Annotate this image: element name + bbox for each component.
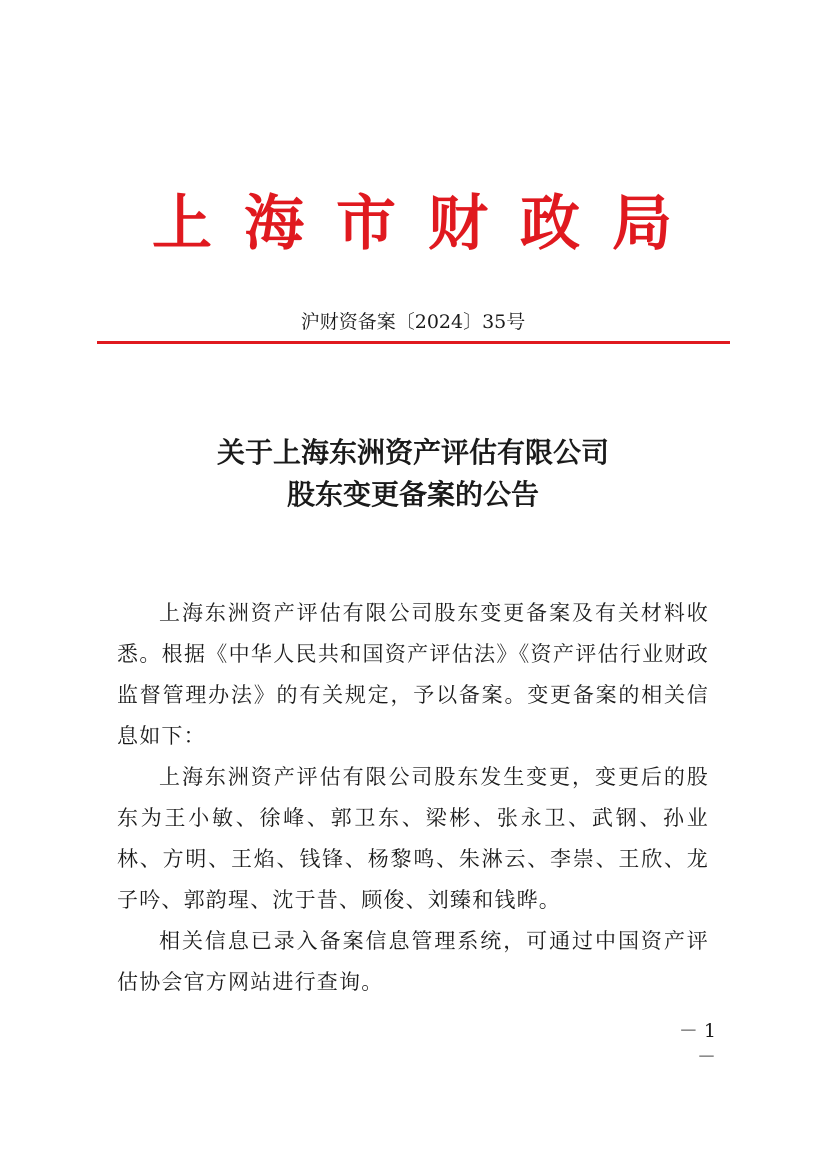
page-number: － 1 － xyxy=(678,1020,716,1068)
document-body xyxy=(117,593,709,1003)
title-line-1: 关于上海东洲资产评估有限公司 xyxy=(216,436,609,469)
body-paragraph-2: 上海东洲资产评估有限公司股东发生变更，变更后的股东为王小敏、徐峰、郭卫东、梁彬、张永卫、武钢、孙业林、方明、王焰、钱锋、杨黎鸣、朱淋云、李崇、王欣、龙子吟、郭韵瑆、沈于昔、顾俊、刘臻和钱晔。 xyxy=(117,765,709,912)
title-line-2: 股东变更备案的公告 xyxy=(286,478,539,511)
body-paragraph-1: 上海东洲资产评估有限公司股东变更备案及有关材料收悉。根据《中华人民共和国资产评估法》《资产评估行业财政监督管理办法》的有关规定，予以备案。变更备案的相关信息如下： xyxy=(117,601,709,748)
document-number: 沪财资备案〔2024〕35号 xyxy=(300,311,526,333)
document-title xyxy=(0,432,826,516)
issuer-heading: 上海市财政局 xyxy=(152,189,704,259)
body-paragraph-3: 相关信息已录入备案信息管理系统，可通过中国资产评估协会官方网站进行查询。 xyxy=(117,929,709,994)
red-divider xyxy=(97,341,730,344)
